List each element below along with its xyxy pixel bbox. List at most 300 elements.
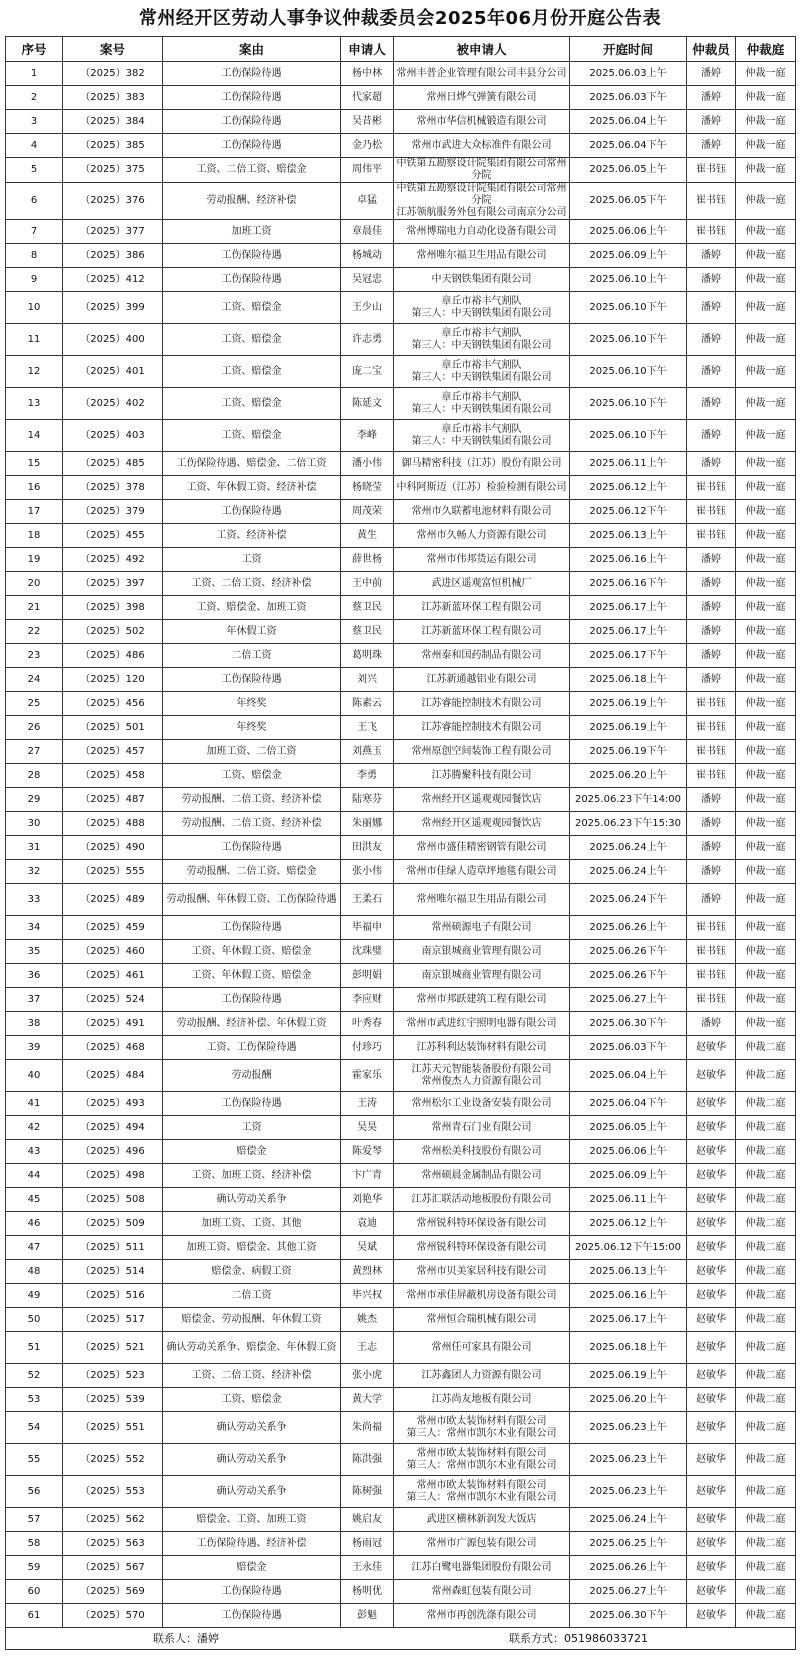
page-title: 常州经开区劳动人事争议仲裁委员会2025年06月份开庭公告表	[138, 8, 662, 29]
case-number: （2025）494	[63, 1116, 163, 1140]
table-row	[6, 788, 796, 812]
applicant-name: 霍家乐	[341, 1060, 394, 1092]
respondent-name	[394, 1164, 570, 1188]
respondent-name	[394, 1388, 570, 1412]
applicant-name: 蔡卫民	[341, 596, 394, 620]
tribunal-name: 仲裁二庭	[736, 1188, 796, 1212]
table-row	[6, 884, 796, 916]
respondent-name	[394, 1012, 570, 1036]
applicant-name: 许志勇	[341, 324, 394, 356]
respondent-name	[394, 183, 570, 220]
row-number: 58	[6, 1532, 63, 1556]
respondent-line: 中科阿斯迈（江苏）检验检测有限公司	[396, 481, 567, 493]
respondent-name	[394, 134, 570, 158]
contact-person: 联系人：潘婷	[153, 1631, 219, 1645]
tribunal-name: 仲裁一庭	[736, 500, 796, 524]
case-number: （2025）562	[63, 1508, 163, 1532]
case-cause: 工伤保险待遇、经济补偿	[163, 1532, 341, 1556]
respondent-name	[394, 1036, 570, 1060]
hearing-time: 2025.06.13上午	[570, 1260, 687, 1284]
footer-cell	[6, 1628, 796, 1650]
case-cause: 赔偿金、病假工资	[163, 1260, 341, 1284]
table-row	[6, 1092, 796, 1116]
respondent-line: 江苏尚友地板有限公司	[431, 1393, 532, 1405]
respondent-line: 江苏腾聚科技有限公司	[431, 769, 532, 781]
case-number: （2025）514	[63, 1260, 163, 1284]
case-number: （2025）455	[63, 524, 163, 548]
respondent-name	[394, 1188, 570, 1212]
case-number: （2025）491	[63, 1012, 163, 1036]
case-cause: 劳动报酬、年休假工资、工伤保险待遇	[163, 884, 341, 916]
arbitrator-name: 赵敏华	[687, 1236, 736, 1260]
arbitrator-name: 赵敏华	[687, 1364, 736, 1388]
applicant-name: 陆寒芬	[341, 788, 394, 812]
table-row	[6, 716, 796, 740]
tribunal-name: 仲裁一庭	[736, 812, 796, 836]
hearing-time: 2025.06.24下午	[570, 884, 687, 916]
case-number: （2025）502	[63, 620, 163, 644]
case-number: （2025）552	[63, 1444, 163, 1476]
applicant-name: 章晨佳	[341, 220, 394, 244]
case-cause: 工资、二倍工资、经济补偿	[163, 1364, 341, 1388]
table-row	[6, 524, 796, 548]
arbitrator-name: 崔书钰	[687, 220, 736, 244]
row-number: 35	[6, 940, 63, 964]
row-number: 3	[6, 110, 63, 134]
applicant-name: 王飞	[341, 716, 394, 740]
applicant-name: 王少山	[341, 292, 394, 324]
tribunal-name: 仲裁一庭	[736, 158, 796, 183]
applicant-name: 黄烈林	[341, 1260, 394, 1284]
tribunal-name: 仲裁一庭	[736, 644, 796, 668]
applicant-name: 代家超	[341, 86, 394, 110]
tribunal-name: 仲裁二庭	[736, 1060, 796, 1092]
case-cause: 工伤保险待遇	[163, 916, 341, 940]
hearing-time: 2025.06.10下午	[570, 420, 687, 452]
respondent-name	[394, 388, 570, 420]
table-row	[6, 1556, 796, 1580]
respondent-name	[394, 110, 570, 134]
tribunal-name: 仲裁一庭	[736, 1012, 796, 1036]
hearing-time: 2025.06.11上午	[570, 452, 687, 476]
respondent-name	[394, 1212, 570, 1236]
tribunal-name: 仲裁一庭	[736, 548, 796, 572]
row-number: 52	[6, 1364, 63, 1388]
tribunal-name: 仲裁二庭	[736, 1388, 796, 1412]
applicant-name: 葛明珠	[341, 644, 394, 668]
arbitrator-name: 潘婷	[687, 452, 736, 476]
respondent-name	[394, 964, 570, 988]
applicant-name: 卞广青	[341, 1164, 394, 1188]
arbitrator-name: 崔书钰	[687, 764, 736, 788]
table-row	[6, 1476, 796, 1508]
case-number: （2025）486	[63, 644, 163, 668]
respondent-name	[394, 158, 570, 183]
case-number: （2025）376	[63, 183, 163, 220]
hearing-time: 2025.06.06上午	[570, 1140, 687, 1164]
applicant-name: 庞二宝	[341, 356, 394, 388]
respondent-line: 常州市武进大众标准件有限公司	[411, 139, 552, 151]
row-number: 37	[6, 988, 63, 1012]
respondent-line: 江苏汇联活动地板股份有限公司	[411, 1193, 552, 1205]
arbitrator-name: 潘婷	[687, 244, 736, 268]
tribunal-name: 仲裁一庭	[736, 964, 796, 988]
arbitrator-name: 潘婷	[687, 644, 736, 668]
row-number: 41	[6, 1092, 63, 1116]
hearing-time: 2025.06.03上午	[570, 62, 687, 86]
case-cause: 工资、赔偿金	[163, 356, 341, 388]
hearing-time: 2025.06.26下午	[570, 940, 687, 964]
arbitrator-name: 赵敏华	[687, 1556, 736, 1580]
arbitrator-name: 崔书钰	[687, 940, 736, 964]
case-cause: 工资、赔偿金	[163, 420, 341, 452]
hearing-time: 2025.06.10下午	[570, 324, 687, 356]
table-body	[6, 62, 796, 1628]
respondent-line: 常州市再创洗涤有限公司	[426, 1609, 537, 1621]
row-number: 59	[6, 1556, 63, 1580]
tribunal-name: 仲裁二庭	[736, 1604, 796, 1628]
case-cause: 工资、赔偿金	[163, 292, 341, 324]
hearing-time: 2025.06.12上午	[570, 476, 687, 500]
respondent-name	[394, 220, 570, 244]
table-row	[6, 964, 796, 988]
case-cause: 工伤保险待遇	[163, 244, 341, 268]
respondent-line: 第三人：中天钢铁集团有限公司	[411, 371, 552, 383]
row-number: 32	[6, 860, 63, 884]
respondent-name	[394, 548, 570, 572]
arbitrator-name: 赵敏华	[687, 1116, 736, 1140]
tribunal-name: 仲裁一庭	[736, 220, 796, 244]
case-number: （2025）386	[63, 244, 163, 268]
applicant-name: 姚启友	[341, 1508, 394, 1532]
row-number: 6	[6, 183, 63, 220]
case-cause: 劳动报酬、二倍工资、经济补偿	[163, 788, 341, 812]
case-cause: 劳动报酬、经济补偿、年休假工资	[163, 1012, 341, 1036]
row-number: 49	[6, 1284, 63, 1308]
case-number: （2025）492	[63, 548, 163, 572]
arbitrator-name: 赵敏华	[687, 1388, 736, 1412]
table-row	[6, 1580, 796, 1604]
hearing-time: 2025.06.05上午	[570, 1116, 687, 1140]
table-row	[6, 836, 796, 860]
case-cause: 工资	[163, 1116, 341, 1140]
case-number: （2025）120	[63, 668, 163, 692]
case-cause: 确认劳动关系争、赔偿金、年休假工资	[163, 1332, 341, 1364]
case-cause: 二倍工资	[163, 644, 341, 668]
case-number: （2025）399	[63, 292, 163, 324]
applicant-name: 叶秀春	[341, 1012, 394, 1036]
row-number: 51	[6, 1332, 63, 1364]
case-number: （2025）401	[63, 356, 163, 388]
respondent-line: 常州锐科特环保设备有限公司	[416, 1241, 547, 1253]
respondent-line: 江苏白鹭电器集团股份有限公司	[411, 1561, 552, 1573]
respondent-line: 中铁第五勘察设计院集团有限公司常州分院	[396, 183, 567, 206]
case-cause: 工资、年休假工资、赔偿金	[163, 940, 341, 964]
arbitrator-name: 赵敏华	[687, 1188, 736, 1212]
header-tribunal: 仲裁庭	[736, 37, 796, 62]
tribunal-name: 仲裁一庭	[736, 620, 796, 644]
table-row	[6, 134, 796, 158]
tribunal-name: 仲裁一庭	[736, 388, 796, 420]
hearing-time: 2025.06.10下午	[570, 292, 687, 324]
respondent-line: 常州市久联蓄电池材料有限公司	[411, 505, 552, 517]
arbitrator-name: 崔书钰	[687, 692, 736, 716]
row-number: 34	[6, 916, 63, 940]
table-row	[6, 548, 796, 572]
row-number: 24	[6, 668, 63, 692]
hearing-time: 2025.06.27上午	[570, 988, 687, 1012]
applicant-name: 杨明优	[341, 1580, 394, 1604]
case-cause: 加班工资、二倍工资	[163, 740, 341, 764]
tribunal-name: 仲裁二庭	[736, 1532, 796, 1556]
table-row	[6, 62, 796, 86]
respondent-name	[394, 1060, 570, 1092]
arbitrator-name: 潘婷	[687, 836, 736, 860]
case-cause: 工资、赔偿金	[163, 1388, 341, 1412]
case-cause: 加班工资、赔偿金、其他工资	[163, 1236, 341, 1260]
arbitrator-name: 赵敏华	[687, 1140, 736, 1164]
applicant-name: 陈延文	[341, 388, 394, 420]
respondent-name	[394, 86, 570, 110]
respondent-line: 江苏鑫团人力资源有限公司	[421, 1369, 542, 1381]
row-number: 53	[6, 1388, 63, 1412]
hearing-time: 2025.06.16下午	[570, 572, 687, 596]
row-number: 17	[6, 500, 63, 524]
tribunal-name: 仲裁一庭	[736, 988, 796, 1012]
table-row	[6, 1012, 796, 1036]
row-number: 28	[6, 764, 63, 788]
respondent-line: 常州市贝美家居科技有限公司	[416, 1265, 547, 1277]
hearing-time: 2025.06.23上午	[570, 1412, 687, 1444]
respondent-name	[394, 940, 570, 964]
case-number: （2025）412	[63, 268, 163, 292]
arbitrator-name: 赵敏华	[687, 1508, 736, 1532]
respondent-line: 常州市邦跃建筑工程有限公司	[416, 993, 547, 1005]
hearing-time: 2025.06.24上午	[570, 836, 687, 860]
respondent-name	[394, 1116, 570, 1140]
respondent-line: 第三人：常州市凯尔木业有限公司	[406, 1491, 557, 1503]
table-row	[6, 668, 796, 692]
hearing-time: 2025.06.25上午	[570, 1532, 687, 1556]
hearing-time: 2025.06.03下午	[570, 86, 687, 110]
respondent-line: 常州硕晨金属制品有限公司	[421, 1169, 542, 1181]
case-cause: 工资、工伤保险待遇	[163, 1036, 341, 1060]
table-row	[6, 692, 796, 716]
row-number: 47	[6, 1236, 63, 1260]
case-number: （2025）375	[63, 158, 163, 183]
table-row	[6, 1284, 796, 1308]
respondent-line: 江苏新通越铝业有限公司	[426, 673, 537, 685]
table-row	[6, 1140, 796, 1164]
hearing-time: 2025.06.05上午	[570, 158, 687, 183]
respondent-line: 中铁第五勘察设计院集团有限公司常州分院	[396, 158, 567, 181]
applicant-name: 吴昔彬	[341, 110, 394, 134]
respondent-name	[394, 62, 570, 86]
case-cause: 工资、年休假工资、经济补偿	[163, 476, 341, 500]
row-number: 18	[6, 524, 63, 548]
case-number: （2025）555	[63, 860, 163, 884]
applicant-name: 陈树强	[341, 1476, 394, 1508]
hearing-time: 2025.06.19上午	[570, 716, 687, 740]
case-cause: 劳动报酬、二倍工资、赔偿金	[163, 860, 341, 884]
arbitrator-name: 赵敏华	[687, 1532, 736, 1556]
respondent-line: 第三人：常州市凯尔木业有限公司	[406, 1459, 557, 1471]
applicant-name: 金乃松	[341, 134, 394, 158]
hearing-time: 2025.06.18上午	[570, 1332, 687, 1364]
respondent-name	[394, 860, 570, 884]
respondent-line: 御马精密科技（江苏）股份有限公司	[401, 457, 562, 469]
applicant-name: 彭魁	[341, 1604, 394, 1628]
case-number: （2025）511	[63, 1236, 163, 1260]
tribunal-name: 仲裁一庭	[736, 476, 796, 500]
applicant-name: 卓猛	[341, 183, 394, 220]
tribunal-name: 仲裁二庭	[736, 1556, 796, 1580]
case-cause: 赔偿金	[163, 1140, 341, 1164]
respondent-line: 江苏新蓝环保工程有限公司	[421, 625, 542, 637]
arbitrator-name: 潘婷	[687, 572, 736, 596]
case-cause: 二倍工资	[163, 1284, 341, 1308]
tribunal-name: 仲裁二庭	[736, 1260, 796, 1284]
case-number: （2025）456	[63, 692, 163, 716]
respondent-line: 章丘市裕丰气割队	[441, 423, 522, 435]
respondent-name	[394, 1532, 570, 1556]
row-number: 50	[6, 1308, 63, 1332]
tribunal-name: 仲裁二庭	[736, 1508, 796, 1532]
case-number: （2025）378	[63, 476, 163, 500]
row-number: 46	[6, 1212, 63, 1236]
respondent-line: 江苏科利达装饰材料有限公司	[416, 1041, 547, 1053]
row-number: 29	[6, 788, 63, 812]
case-number: （2025）485	[63, 452, 163, 476]
row-number: 33	[6, 884, 63, 916]
respondent-line: 章丘市裕丰气割队	[441, 295, 522, 307]
case-number: （2025）468	[63, 1036, 163, 1060]
hearing-time: 2025.06.03下午	[570, 1036, 687, 1060]
tribunal-name: 仲裁二庭	[736, 1412, 796, 1444]
respondent-line: 常州唯尔福卫生用品有限公司	[416, 893, 547, 905]
hearing-time: 2025.06.04下午	[570, 134, 687, 158]
arbitrator-name: 崔书钰	[687, 716, 736, 740]
row-number: 4	[6, 134, 63, 158]
table-row	[6, 1508, 796, 1532]
hearing-time: 2025.06.13上午	[570, 524, 687, 548]
row-number: 16	[6, 476, 63, 500]
header-cause: 案由	[163, 37, 341, 62]
hearing-time: 2025.06.17上午	[570, 620, 687, 644]
respondent-line: 常州市佳绿人造草坪地毯有限公司	[406, 865, 557, 877]
respondent-line: 江苏天元智能装备股份有限公司	[411, 1063, 552, 1075]
arbitrator-name: 崔书钰	[687, 740, 736, 764]
case-number: （2025）551	[63, 1412, 163, 1444]
table-header-row	[6, 37, 796, 62]
applicant-name: 潘小伟	[341, 452, 394, 476]
respondent-line: 章丘市裕丰气割队	[441, 391, 522, 403]
case-number: （2025）508	[63, 1188, 163, 1212]
applicant-name: 毕福申	[341, 916, 394, 940]
applicant-name: 袁迪	[341, 1212, 394, 1236]
applicant-name: 毕兴权	[341, 1284, 394, 1308]
applicant-name: 薛世杨	[341, 548, 394, 572]
respondent-line: 第三人：常州市凯尔木业有限公司	[406, 1427, 557, 1439]
respondent-line: 常州任可家具有限公司	[431, 1341, 532, 1353]
table-row	[6, 740, 796, 764]
applicant-name: 周伟平	[341, 158, 394, 183]
case-cause: 工资、经济补偿	[163, 524, 341, 548]
arbitrator-name: 崔书钰	[687, 500, 736, 524]
table-row	[6, 1236, 796, 1260]
table-row	[6, 1444, 796, 1476]
case-number: （2025）563	[63, 1532, 163, 1556]
arbitrator-name: 潘婷	[687, 292, 736, 324]
respondent-line: 常州市欧太装饰材料有限公司	[416, 1447, 547, 1459]
respondent-name	[394, 292, 570, 324]
case-cause: 工伤保险待遇	[163, 268, 341, 292]
applicant-name: 李峰	[341, 420, 394, 452]
tribunal-name: 仲裁一庭	[736, 324, 796, 356]
respondent-line: 武进区横林新润发大饭店	[426, 1513, 537, 1525]
applicant-name: 陈爱琴	[341, 1140, 394, 1164]
case-number: （2025）517	[63, 1308, 163, 1332]
respondent-line: 常州经开区遥观观园餐饮店	[421, 817, 542, 829]
respondent-line: 常州市承佳屏蔽机房设备有限公司	[406, 1289, 557, 1301]
arbitrator-name: 赵敏华	[687, 1308, 736, 1332]
tribunal-name: 仲裁一庭	[736, 596, 796, 620]
case-number: （2025）498	[63, 1164, 163, 1188]
respondent-line: 常州恒合瑞机械有限公司	[426, 1313, 537, 1325]
case-cause: 工资、加班工资、经济补偿	[163, 1164, 341, 1188]
tribunal-name: 仲裁一庭	[736, 110, 796, 134]
arbitrator-name: 潘婷	[687, 596, 736, 620]
hearing-time: 2025.06.04上午	[570, 110, 687, 134]
respondent-name	[394, 988, 570, 1012]
hearing-time: 2025.06.23上午	[570, 1444, 687, 1476]
row-number: 7	[6, 220, 63, 244]
respondent-line: 常州俊杰人力资源有限公司	[421, 1075, 542, 1087]
table-row	[6, 860, 796, 884]
hearing-time: 2025.06.20上午	[570, 1388, 687, 1412]
arbitrator-name: 潘婷	[687, 62, 736, 86]
tribunal-name: 仲裁二庭	[736, 1036, 796, 1060]
applicant-name: 沈珠璧	[341, 940, 394, 964]
case-number: （2025）385	[63, 134, 163, 158]
arbitrator-name: 赵敏华	[687, 1036, 736, 1060]
hearing-time: 2025.06.19上午	[570, 692, 687, 716]
applicant-name: 吴昊	[341, 1116, 394, 1140]
case-cause: 赔偿金	[163, 1556, 341, 1580]
table-row	[6, 324, 796, 356]
tribunal-name: 仲裁一庭	[736, 62, 796, 86]
row-number: 55	[6, 1444, 63, 1476]
respondent-name	[394, 1332, 570, 1364]
hearing-time: 2025.06.19上午	[570, 1364, 687, 1388]
case-number: （2025）382	[63, 62, 163, 86]
case-cause: 劳动报酬	[163, 1060, 341, 1092]
applicant-name: 蔡卫民	[341, 620, 394, 644]
table-row	[6, 812, 796, 836]
arbitrator-name: 潘婷	[687, 788, 736, 812]
table-row	[6, 940, 796, 964]
case-number: （2025）496	[63, 1140, 163, 1164]
case-cause: 赔偿金、劳动报酬、年休假工资	[163, 1308, 341, 1332]
case-number: （2025）553	[63, 1476, 163, 1508]
row-number: 56	[6, 1476, 63, 1508]
respondent-line: 常州市伟邦货运有限公司	[426, 553, 537, 565]
table-row	[6, 452, 796, 476]
hearing-time: 2025.06.04下午	[570, 1092, 687, 1116]
respondent-name	[394, 716, 570, 740]
tribunal-name: 仲裁一庭	[736, 860, 796, 884]
hearing-time: 2025.06.16上午	[570, 1284, 687, 1308]
